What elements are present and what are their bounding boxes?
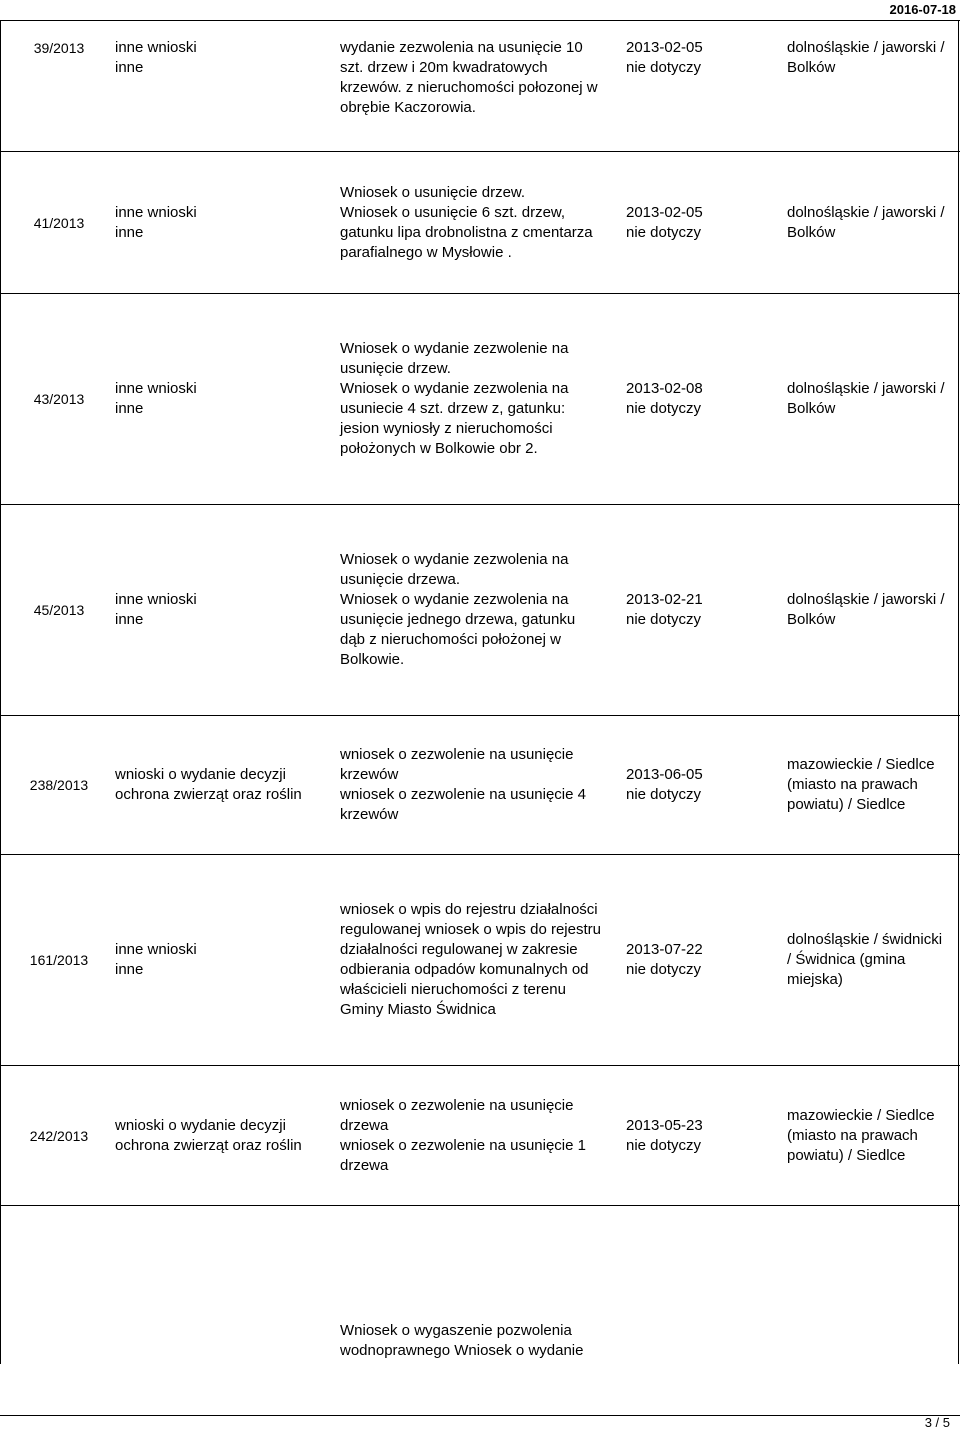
record-date: [626, 1206, 776, 1364]
record-number: 39/2013: [33, 40, 85, 56]
print-date: 2016-07-18: [889, 2, 956, 17]
table-row: [0, 1066, 960, 1206]
table-row: [0, 855, 960, 1066]
record-description: wydanie zezwolenia na usunięcie 10 szt. drzew i 20m kwadratowych krzewów. z nieruchomości połozonej w obrębie Kaczorowia.: [340, 39, 598, 116]
record-number: 41/2013: [33, 214, 85, 231]
record-type: inne wnioski inne: [115, 380, 197, 417]
record-date: 2013-02-05 nie dotyczy: [626, 39, 703, 76]
record-date: 2013-02-05 nie dotyczy: [626, 203, 703, 241]
table-row: [0, 716, 960, 855]
record-number: 43/2013: [33, 391, 85, 407]
record-location: dolnośląskie / świdnicki / Świdnica (gmina miejska): [787, 931, 943, 988]
record-location: mazowieckie / Siedlce (miasto na prawach powiatu) / Siedlce: [787, 756, 935, 813]
record-date: 2013-02-08 nie dotyczy: [626, 380, 703, 417]
record-description: Wniosek o wydanie zezwolenia na usunięcie drzewa. Wniosek o wydanie zezwolenia na usunięcie jednego drzewa, gatunku dąb z nieruchomości położonej w Bolkowie.: [340, 551, 576, 668]
record-location: dolnośląskie / jaworski / Bolków: [787, 203, 945, 241]
record-type: wnioski o wydanie decyzji ochrona zwierząt oraz roślin: [115, 766, 302, 803]
record-description: wniosek o wpis do rejestru działalności regulowanej wniosek o wpis do rejestru działalności regulowanej w zakresie odbierania odpadów komunalnych od właścicieli nieruchomości z terenu Gminy Miasto Świdnica: [340, 901, 601, 1018]
record-date: 2013-05-23 nie dotyczy: [626, 1116, 703, 1154]
record-location: dolnośląskie / jaworski / Bolków: [787, 591, 945, 628]
table-row: [0, 505, 960, 716]
record-description: wniosek o zezwolenie na usunięcie drzewa wniosek o zezwolenie na usunięcie 1 drzewa: [340, 1096, 586, 1174]
table-row: [0, 152, 960, 294]
record-date: 2013-06-05 nie dotyczy: [626, 766, 703, 803]
record-number: 161/2013: [29, 952, 89, 968]
record-type: wnioski o wydanie decyzji ochrona zwierząt oraz roślin: [115, 1116, 302, 1154]
page-number: 3 / 5: [924, 1415, 950, 1430]
record-type: inne wnioski inne: [115, 591, 197, 628]
record-type: inne wnioski inne: [115, 39, 197, 76]
record-type: inne wnioski inne: [115, 203, 197, 241]
record-description: wniosek o zezwolenie na usunięcie krzewów wniosek o zezwolenie na usunięcie 4 krzewów: [340, 746, 586, 823]
record-location: [787, 1206, 957, 1364]
record-location: dolnośląskie / jaworski / Bolków: [787, 380, 945, 417]
bottom-rule: [0, 1415, 960, 1416]
table-row: [0, 294, 960, 505]
record-date: 2013-07-22 nie dotyczy: [626, 941, 703, 978]
record-number: [20, 1206, 98, 1364]
record-type: [115, 1206, 330, 1364]
record-number: 242/2013: [29, 1127, 89, 1144]
record-date: 2013-02-21 nie dotyczy: [626, 591, 703, 628]
table-row: [0, 1206, 960, 1364]
record-number: 45/2013: [33, 602, 85, 618]
record-description: Wniosek o usunięcie drzew. Wniosek o usunięcie 6 szt. drzew, gatunku lipa drobnolistna z cmentarza parafialnego w Mysłowie .: [340, 183, 593, 261]
record-location: dolnośląskie / jaworski / Bolków: [787, 39, 945, 76]
record-number: 238/2013: [29, 777, 89, 793]
record-description: Wniosek o wygaszenie pozwolenia wodnoprawnego Wniosek o wydanie: [340, 1322, 584, 1359]
record-description: Wniosek o wydanie zezwolenie na usunięcie drzew. Wniosek o wydanie zezwolenia na usuniecie 4 szt. drzew z, gatunku: jesion wyniosły z nieruchomości położonych w Bolkowie obr 2.: [340, 340, 569, 457]
table-row: [0, 21, 960, 152]
record-type: inne wnioski inne: [115, 941, 197, 978]
record-location: mazowieckie / Siedlce (miasto na prawach powiatu) / Siedlce: [787, 1106, 935, 1164]
